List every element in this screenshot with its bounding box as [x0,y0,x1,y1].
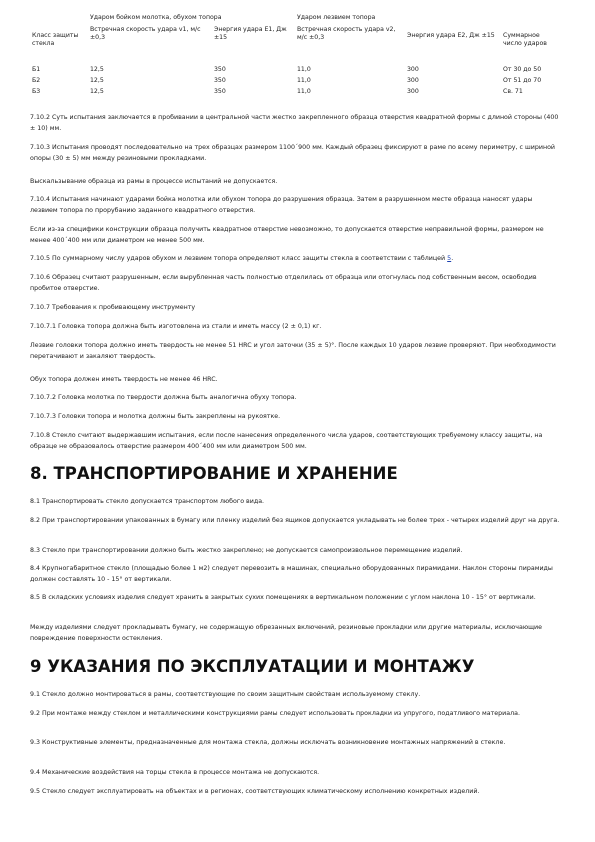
paragraph-butt-hardness: Обух топора должен иметь твердость не менее 46 HRC. [30,376,218,383]
paragraph-9-2: 9.2 При монтаже между стеклом и металлическими конструкциями рамы следует использовать прокладки из упругого, податливого материала. [30,710,520,717]
table-cell: Св. 71 [503,88,523,95]
table-cell: 300 [407,88,419,95]
paragraph-slip-note: Выскальзывание образца из рамы в процессе испытаний не допускается. [30,178,278,185]
paragraph-7-10-4: 7.10.4 Испытания начинают ударами бойка молотка или обухом топора до разрушения образца. Затем в разрушенном месте образца наносят удары лезвием топора по прорубанию заданного квадратного отверстия. [30,196,533,214]
column-header: Суммарное число ударов [503,32,547,47]
paragraph-9-5: 9.5 Стекло следует эксплуатировать на объектах и в регионах, соответствующих климатическому исполнению конкретных изделий. [30,788,480,795]
group-header-hammer: Ударом бойком молотка, обухом топора [90,14,222,21]
table-cell: Б2 [32,77,41,84]
paragraph-8-2: 8.2 При транспортировании упакованных в бумагу или пленку изделий без ящиков допускается укладывать не более трех - четырех изделий друг на друга. [30,517,560,524]
table-cell: 350 [214,88,226,95]
table-cell: 12,5 [90,88,104,95]
table-cell: 12,5 [90,66,104,73]
table-cell: 11,0 [297,77,311,84]
section-heading-9: 9 УКАЗАНИЯ ПО ЭКСПЛУАТАЦИИ И МОНТАЖУ [30,657,475,676]
column-header: Энергия удара Е2, Дж ±15 [407,32,495,39]
table-cell: 300 [407,77,419,84]
paragraph-7-10-2: 7.10.2 Суть испытания заключается в пробивании в центральной части жестко закрепленного образца отверстия квадратной формы с длиной стороны (400 ± 10) мм. [30,114,559,132]
table-5-link[interactable]: 5 [447,255,452,262]
column-header: Класс защиты стекла [32,32,79,47]
paragraph-9-3: 9.3 Конструктивные элементы, предназначенные для монтажа стекла, должны исключать возникновение монтажных напряжений в стекле. [30,739,506,746]
section-heading-8: 8. ТРАНСПОРТИРОВАНИЕ И ХРАНЕНИЕ [30,464,398,483]
paragraph-7-10-6: 7.10.6 Образец считают разрушенным, если вырубленная часть полностью отделилась от образца или отогнулась под собственным весом, освободив пробитое отверстие. [30,274,537,292]
paragraph-8-1: 8.1 Транспортировать стекло допускается транспортом любого вида. [30,498,265,505]
paragraph-7-10-7: 7.10.7 Требования к пробивающему инструменту [30,304,196,311]
table-cell: От 30 до 50 [503,66,542,73]
table-cell [30,14,88,26]
table-row [30,77,560,88]
column-header: Встречная скорость удара v2, м/с ±0,3 [297,26,396,41]
table-cell: 12,5 [90,77,104,84]
paragraph-8-5: 8.5 В складских условиях изделия следует хранить в закрытых сухих помещениях в вертикальном положении с углом наклона 10 - 15° от вертикали. [30,594,536,601]
table-group-header-row [30,14,560,26]
table-cell: 300 [407,66,419,73]
paragraph-irregular-hole: Если из-за специфики конструкции образца получить квадратное отверстие невозможно, то допускается отверстие неправильной формы, размером не менее 400´400 мм или диаметром не менее 500 мм. [30,226,544,244]
table-cell [501,14,560,26]
group-header-axe-blade: Ударом лезвием топора [297,14,376,21]
table-cell: Б1 [32,66,41,73]
table-header-row [30,26,560,66]
table-cell: 11,0 [297,66,311,73]
table-row [30,88,560,99]
protection-class-table [30,14,560,99]
table-cell: 350 [214,77,226,84]
paragraph-7-10-7-3: 7.10.7.3 Головки топора и молотка должны быть закреплены на рукоятке. [30,413,281,420]
paragraph-9-1: 9.1 Стекло должно монтироваться в рамы, соответствующие по своим защитным свойствам используемому стеклу. [30,691,421,698]
column-header: Энергия удара Е1, Дж ±15 [214,26,287,41]
paragraph-7-10-5-end: . [451,255,454,262]
paragraph-blade-hardness: Лезвие головки топора должно иметь твердость не менее 51 HRC и угол заточки (35 ± 5)°. После каждых 10 ударов лезвие проверяют. При необходимости перетачивают и закаляют твердость. [30,342,556,360]
table-cell: От 51 до 70 [503,77,542,84]
paragraph-7-10-7-1: 7.10.7.1 Головка топора должна быть изготовлена из стали и иметь массу (2 ± 0,1) кг. [30,323,322,330]
table-cell: Б3 [32,88,41,95]
paragraph-7-10-3: 7.10.3 Испытания проводят последовательно на трех образцах размером 1100´900 мм. Каждый образец фиксируют в раме по всему периметру, с шириной опоры (30 ± 5) мм между резиновыми прокладками. [30,144,556,162]
paragraph-8-4: 8.4 Крупногабаритное стекло (площадью более 1 м2) следует перевозить в машинах, специально оборудованных пирамидами. Наклон стороны пирамиды должен составлять 10 - 15° от вертикали. [30,565,553,583]
paragraph-8-interleave: Между изделиями следует прокладывать бумагу, не содержащую обрезанных включений, резиновые прокладки или другие материалы, исключающие повреждение поверхности остекления. [30,624,543,642]
table-cell: 350 [214,66,226,73]
column-header: Встречная скорость удара v1, м/с ±0,3 [90,26,201,41]
paragraph-7-10-5-text: 7.10.5 По суммарному числу ударов обухом и лезвием топора определяют класс защиты стекла в соответствии с таблицей [30,255,446,262]
paragraph-8-3: 8.3 Стекло при транспортировании должно быть жестко закреплено; не допускается самопроизвольное перемещение изделий. [30,547,463,554]
paragraph-9-4: 9.4 Механические воздействия на торцы стекла в процессе монтажа не допускаются. [30,769,320,776]
table-row [30,66,560,77]
paragraph-7-10-8: 7.10.8 Стекло считают выдержавшим испытания, если после нанесения определенного числа ударов, соответствующих требуемому классу защиты, на образце не образовалось отверстие размером 400´400 мм или диаметром 500 мм. [30,432,543,450]
paragraph-7-10-5 [30,253,562,264]
table-cell: 11,0 [297,88,311,95]
paragraph-7-10-7-2: 7.10.7.2 Головка молотка по твердости должна быть аналогична обуху топора. [30,394,297,401]
